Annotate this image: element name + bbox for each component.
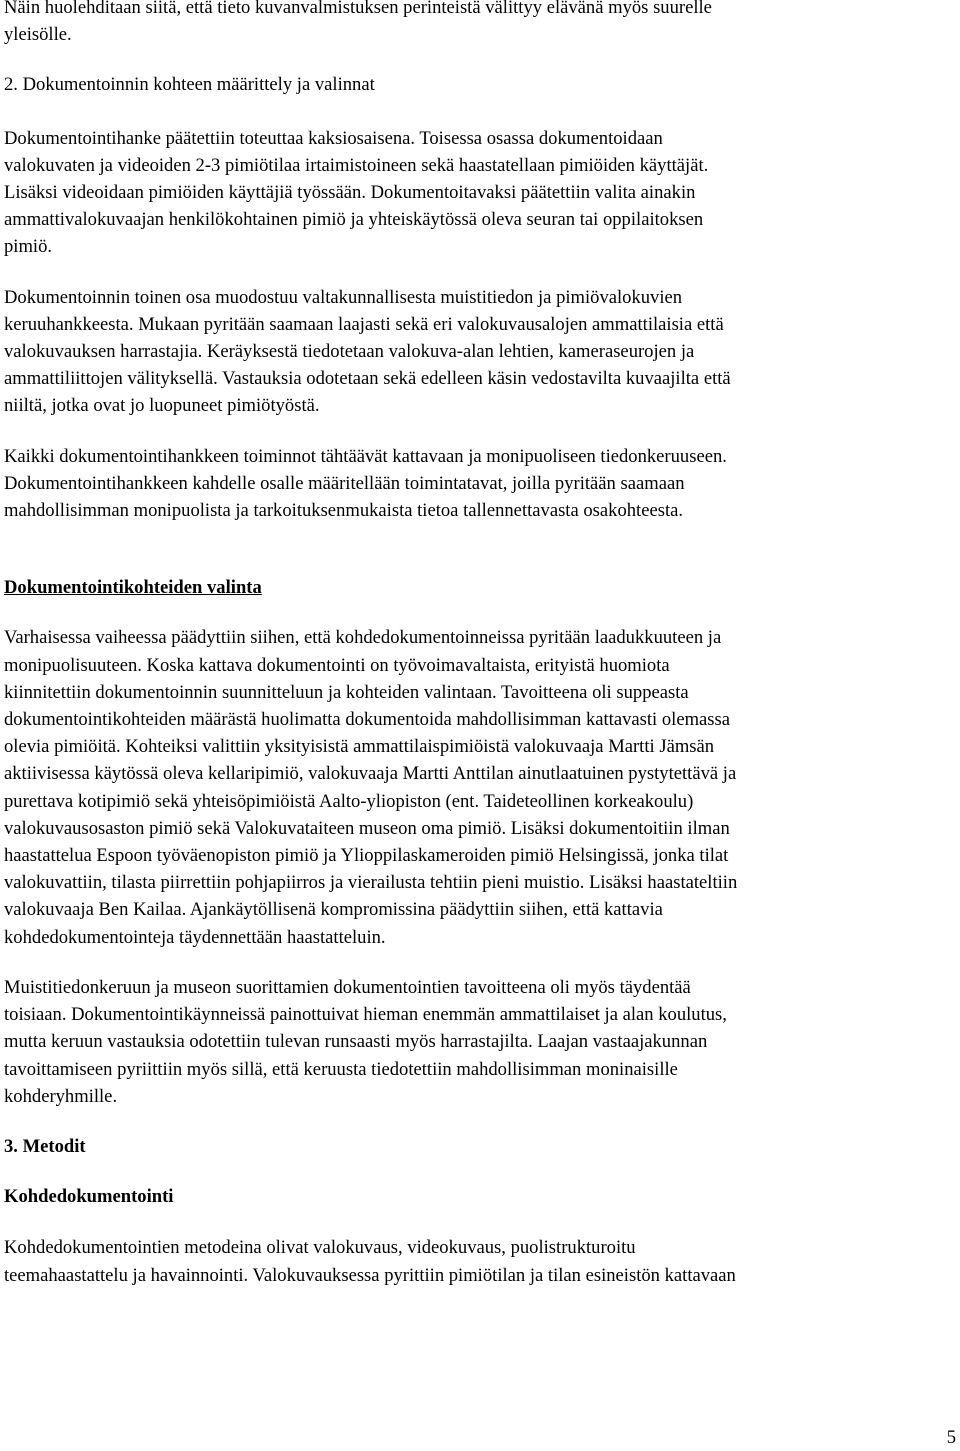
text-line: mutta keruun vastauksia odotettiin tulevan runsaasti myös harrastajilta. Laajan vastaajakunnan	[4, 1031, 708, 1053]
valinta-paragraph-2	[4, 974, 944, 1110]
text-line: tavoittamiseen pyriittiin myös sillä, että keruusta tiedotettiin mahdollisimman moninaisille	[4, 1058, 678, 1080]
text-line: purettava kotipimiö sekä yhteisöpimiöistä Aalto-yliopiston (ent. Taideteollinen korkeakoulu)	[4, 790, 694, 812]
text-line: Lisäksi videoidaan pimiöiden käyttäjiä työssään. Dokumentoitavaksi päätettiin valita ainakin	[4, 182, 696, 204]
text-line: kohdedokumentointeja täydennettään haastatteluin.	[4, 926, 386, 948]
text-line: valokuvauksen harrastajia. Keräyksestä tiedotetaan valokuva-alan lehtien, kameraseurojen ja	[4, 341, 695, 363]
text-line: Dokumentointihankkeen kahdelle osalle määritellään toimintatavat, joilla pyritään saamaan	[4, 472, 685, 494]
text-line: kohderyhmille.	[4, 1085, 118, 1107]
text-line: ammattivalokuvaajan henkilökohtainen pimiö ja yhteiskäytössä oleva seuran tai oppilaitoksen	[4, 209, 704, 231]
text-line: yleisölle.	[4, 24, 72, 46]
section-2-paragraph-2	[4, 284, 944, 420]
text-line: valokuvausosaston pimiö sekä Valokuvataiteen museon oma pimiö. Lisäksi dokumentoitiin ilman	[4, 817, 730, 839]
text-line: valokuvaten ja videoiden 2-3 pimiötilaa irtaimistoineen sekä haastatellaan pimiöiden käyttäjät.	[4, 154, 709, 176]
kohdedokumentointi-heading: Kohdedokumentointi	[4, 1186, 174, 1208]
text-line: niiltä, jotka ovat jo luopuneet pimiötyöstä.	[4, 395, 320, 417]
valinta-paragraph-1	[4, 624, 944, 950]
text-line: valokuvaaja Ben Kailaa. Ajankäytöllisenä kompromissina päädyttiin siihen, että kattavia	[4, 899, 663, 921]
text-line: Kohdedokumentointien metodeina olivat valokuvaus, videokuvaus, puolistrukturoitu	[4, 1237, 636, 1259]
valinta-heading: Dokumentointikohteiden valinta	[4, 577, 262, 599]
text-line: olevia pimiöitä. Kohteiksi valittiin yksityisistä ammattilaispimiöistä valokuvaaja Martti Jämsän	[4, 736, 715, 758]
text-line: Kaikki dokumentointihankkeen toiminnot tähtäävät kattavaan ja monipuoliseen tiedonkeruuseen.	[4, 445, 727, 467]
document-page	[4, 0, 944, 1289]
intro-paragraph	[4, 0, 944, 48]
text-line: pimiö.	[4, 236, 53, 258]
text-line: Muistitiedonkeruun ja museon suorittamien dokumentointien tavoitteena oli myös täydentää	[4, 976, 691, 998]
text-line: kiinnitettiin dokumentoinnin suunnitteluun ja kohteiden valintaan. Tavoitteena oli suppeasta	[4, 681, 689, 703]
text-line: Varhaisessa vaiheessa päädyttiin siihen, että kohdedokumentoinneissa pyritään laadukkuuteen ja	[4, 627, 722, 649]
section-2-heading: 2. Dokumentoinnin kohteen määrittely ja valinnat	[4, 74, 375, 96]
text-line: dokumentointikohteiden määrästä huolimatta dokumentoida mahdollisimman kattavasti olemassa	[4, 709, 731, 731]
section-3-paragraph-1	[4, 1234, 944, 1288]
text-line: ammattiliittojen välityksellä. Vastauksia odotetaan sekä edelleen käsin vedostavilta kuvaajilta että	[4, 368, 731, 390]
text-line: toisiaan. Dokumentointikäynneissä painottuivat hieman enemmän ammattilaiset ja alan koulutus,	[4, 1004, 727, 1026]
section-2-paragraph-1	[4, 125, 944, 261]
page-number: 5	[946, 1427, 956, 1448]
text-line: keruuhankkeesta. Mukaan pyritään saamaan laajasti sekä eri valokuvausalojen ammattilaisia että	[4, 313, 724, 335]
section-3-heading: 3. Metodit	[4, 1135, 86, 1157]
text-line: monipuolisuuteen. Koska kattava dokumentointi on työvoimavaltaista, erityistä huomiota	[4, 654, 670, 676]
text-line: mahdollisimman monipuolista ja tarkoituksenmukaista tietoa tallennettavasta osakohteesta.	[4, 500, 684, 522]
text-line: teemahaastattelu ja havainnointi. Valokuvauksessa pyrittiin pimiötilan ja tilan esineistön kattavaan	[4, 1264, 736, 1286]
text-line: haastattelua Espoon työväenopiston pimiö ja Ylioppilaskameroiden pimiö Helsingissä, jonka tilat	[4, 845, 729, 867]
text-line: valokuvattiin, tilasta piirrettiin pohjapiirros ja vierailusta tehtiin pieni muistio. Lisäksi haastateltiin	[4, 872, 738, 894]
text-line: Dokumentointihanke päätettiin toteuttaa kaksiosaisena. Toisessa osassa dokumentoidaan	[4, 127, 663, 149]
text-line: Dokumentoinnin toinen osa muodostuu valtakunnallisesta muistitiedon ja pimiövalokuvien	[4, 286, 683, 308]
section-2-paragraph-3	[4, 443, 944, 525]
text-line: aktiivisessa käytössä oleva kellaripimiö, valokuvaaja Martti Anttilan ainutlaatuinen pystytettävä ja	[4, 763, 737, 785]
text-line: Näin huolehditaan siitä, että tieto kuvanvalmistuksen perinteistä välittyy elävänä myös suurelle	[4, 0, 712, 18]
